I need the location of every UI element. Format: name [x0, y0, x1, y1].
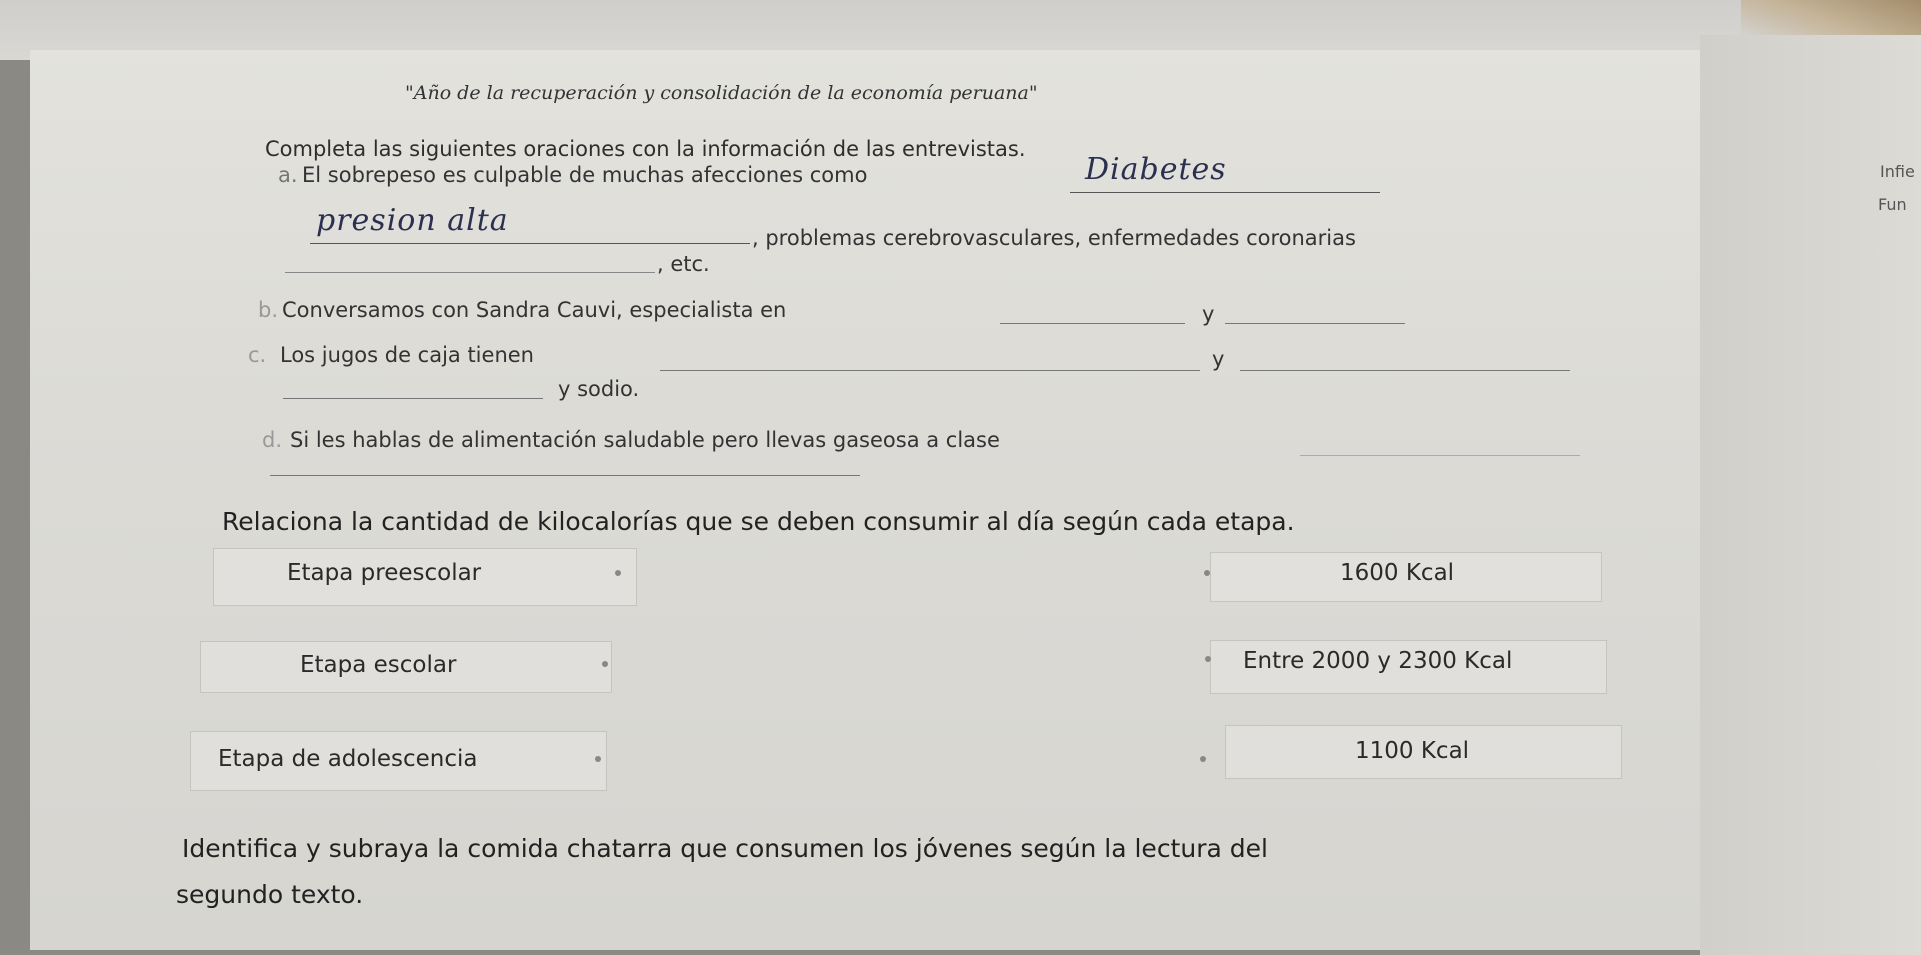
stage-preschool: Etapa preescolar — [287, 560, 482, 586]
item-a-continuation: , problemas cerebrovasculares, enfermedades coronarias — [752, 226, 1356, 250]
blank-line — [310, 243, 750, 244]
right-page-text: Infie — [1880, 162, 1915, 181]
match-dot[interactable] — [602, 661, 608, 667]
handwritten-answer: presion alta — [316, 203, 509, 238]
match-dot[interactable] — [595, 756, 601, 762]
item-b-marker: b. — [258, 298, 279, 322]
page-header: "Año de la recuperación y consolidación de la economía peruana" — [405, 82, 1038, 104]
stage-adolescence: Etapa de adolescencia — [218, 746, 478, 772]
blank-line — [285, 272, 655, 273]
kcal-1100: 1100 Kcal — [1355, 738, 1470, 764]
match-dot[interactable] — [1205, 656, 1211, 662]
item-c-continuation: y sodio. — [558, 377, 640, 401]
item-a-marker: a. — [278, 163, 298, 187]
blank-line — [1000, 323, 1185, 324]
item-b-conj: y — [1202, 302, 1215, 326]
kcal-1600: 1600 Kcal — [1340, 560, 1455, 586]
right-page-text: Fun — [1878, 195, 1907, 214]
item-c-marker: c. — [248, 343, 267, 367]
section3-title-line2: segundo texto. — [176, 880, 364, 909]
item-a-text: El sobrepeso es culpable de muchas afecciones como — [302, 163, 868, 187]
blank-line — [1070, 192, 1380, 193]
section3-title: Identifica y subraya la comida chatarra que consumen los jóvenes según la lectura del — [182, 834, 1268, 863]
item-b-text: Conversamos con Sandra Cauvi, especialista en — [282, 298, 787, 322]
match-dot[interactable] — [1200, 756, 1206, 762]
item-a-etc: , etc. — [657, 252, 710, 276]
item-c-text: Los jugos de caja tienen — [280, 343, 534, 367]
match-dot[interactable] — [1204, 570, 1210, 576]
blank-line — [1240, 370, 1570, 371]
item-d-text: Si les hablas de alimentación saludable pero llevas gaseosa a clase — [290, 428, 1000, 452]
item-c-conj: y — [1212, 347, 1225, 371]
stage-school: Etapa escolar — [300, 652, 457, 678]
match-dot[interactable] — [615, 570, 621, 576]
blank-line — [283, 398, 543, 399]
blank-line — [1225, 323, 1405, 324]
item-d-marker: d. — [262, 428, 283, 452]
blank-line — [660, 370, 1200, 371]
blank-line — [270, 475, 860, 476]
handwritten-answer: Diabetes — [1085, 152, 1227, 187]
section2-title: Relaciona la cantidad de kilocalorías que se deben consumir al día según cada etapa. — [222, 507, 1295, 536]
blank-line — [1300, 455, 1580, 456]
section1-instruction: Completa las siguientes oraciones con la información de las entrevistas. — [265, 137, 1026, 161]
kcal-2000-2300: Entre 2000 y 2300 Kcal — [1243, 648, 1513, 674]
